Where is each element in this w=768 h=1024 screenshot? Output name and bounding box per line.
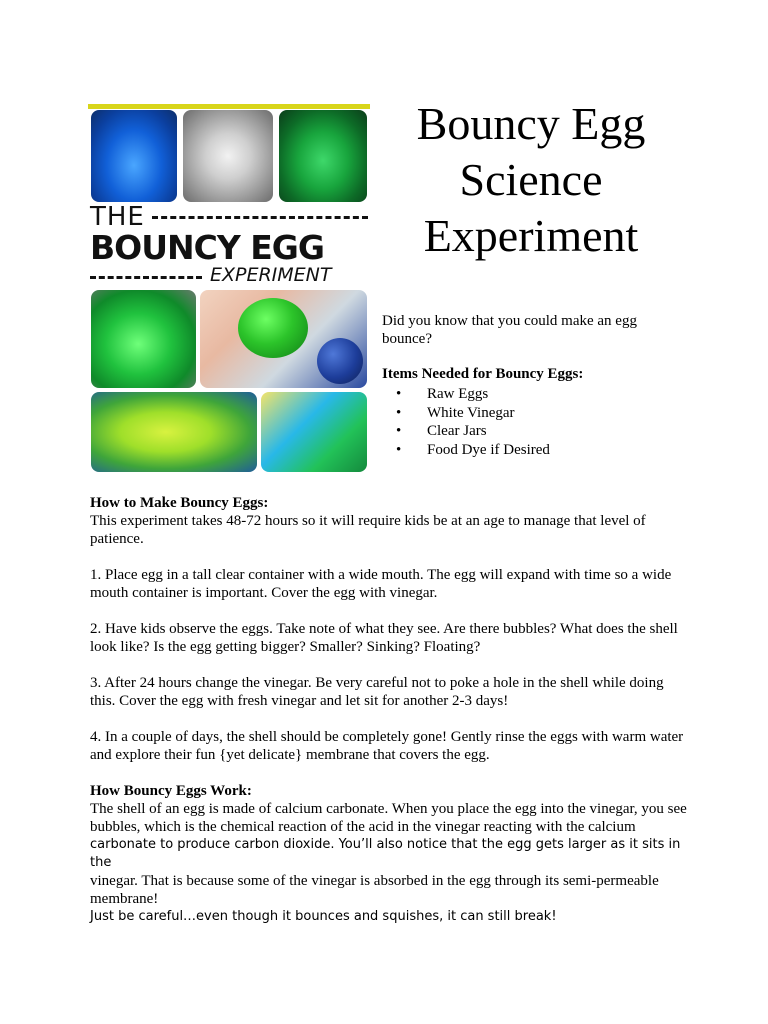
items-list <box>382 385 550 459</box>
how-to-heading: How to Make Bouncy Eggs: <box>90 495 269 511</box>
step-3: 3. After 24 hours change the vinegar. Be very careful not to poke a hole in the shell while doing this. Cover the egg with fresh vinegar and let sit for another 2-3 days! <box>90 675 664 709</box>
how-work-text-a: The shell of an egg is made of calcium carbonate. When you place the egg into the vinegar, you see bubbles, which is the chemical reaction of the acid in the vinegar reacting with the calcium <box>90 801 687 835</box>
blue-egg <box>317 338 363 384</box>
page-title <box>388 96 674 264</box>
items-heading: Items Needed for Bouncy Eggs: <box>382 366 584 382</box>
list-item: • Clear Jars <box>382 422 550 441</box>
collage-bouncy-egg-text: BOUNCY EGG <box>90 228 324 267</box>
step-1: 1. Place egg in a tall clear container with a wide mouth. The egg will expand with time so a wide mouth container is important. Cover the egg with vinegar. <box>90 567 672 601</box>
how-work-text-d: Just be careful…even though it bounces and squishes, it can still break! <box>90 909 557 924</box>
collage-experiment-text: EXPERIMENT <box>210 264 332 286</box>
collage-top-bar <box>88 104 370 109</box>
how-work-text-c: vinegar. That is because some of the vinegar is absorbed in the egg through its semi-permeable membrane! <box>90 873 659 907</box>
body-text <box>90 494 690 926</box>
bouncy-egg-collage-image <box>88 104 370 474</box>
blue-jar-photo <box>91 110 177 202</box>
page-title-line-2: Science <box>459 154 603 205</box>
collage-title <box>88 202 370 290</box>
white-egg-jar-photo <box>183 110 273 202</box>
collage-the-text: THE <box>90 202 145 232</box>
green-jar-photo <box>279 110 367 202</box>
page-title-line-3: Experiment <box>423 210 639 261</box>
how-to-intro: This experiment takes 48-72 hours so it will require kids be at an age to manage that level of patience. <box>90 513 646 547</box>
dashed-line-bottom <box>90 276 202 279</box>
how-work-text-b: carbonate to produce carbon dioxide. You’ll also notice that the egg gets larger as it sits in the <box>90 837 681 870</box>
intro-text: Did you know that you could make an egg bounce? <box>382 313 637 347</box>
colored-eggs-bowls-photo <box>261 392 367 472</box>
list-item: • Raw Eggs <box>382 385 550 404</box>
hand-holding-egg-photo <box>200 290 367 388</box>
yellow-egg-bowl-photo <box>91 392 257 472</box>
how-work-heading: How Bouncy Eggs Work: <box>90 783 252 799</box>
dashed-line-top <box>152 216 368 219</box>
green-egg-jar-photo <box>91 290 196 388</box>
list-item: • Food Dye if Desired <box>382 441 550 460</box>
page-title-line-1: Bouncy Egg <box>416 98 646 149</box>
list-item: • White Vinegar <box>382 404 550 423</box>
step-2: 2. Have kids observe the eggs. Take note of what they see. Are there bubbles? What does the shell look like? Is the egg getting bigger? Smaller? Sinking? Floating? <box>90 621 678 655</box>
step-4: 4. In a couple of days, the shell should be completely gone! Gently rinse the eggs with warm water and explore their fun {yet delicate} membrane that covers the egg. <box>90 729 684 763</box>
green-egg <box>238 298 308 358</box>
